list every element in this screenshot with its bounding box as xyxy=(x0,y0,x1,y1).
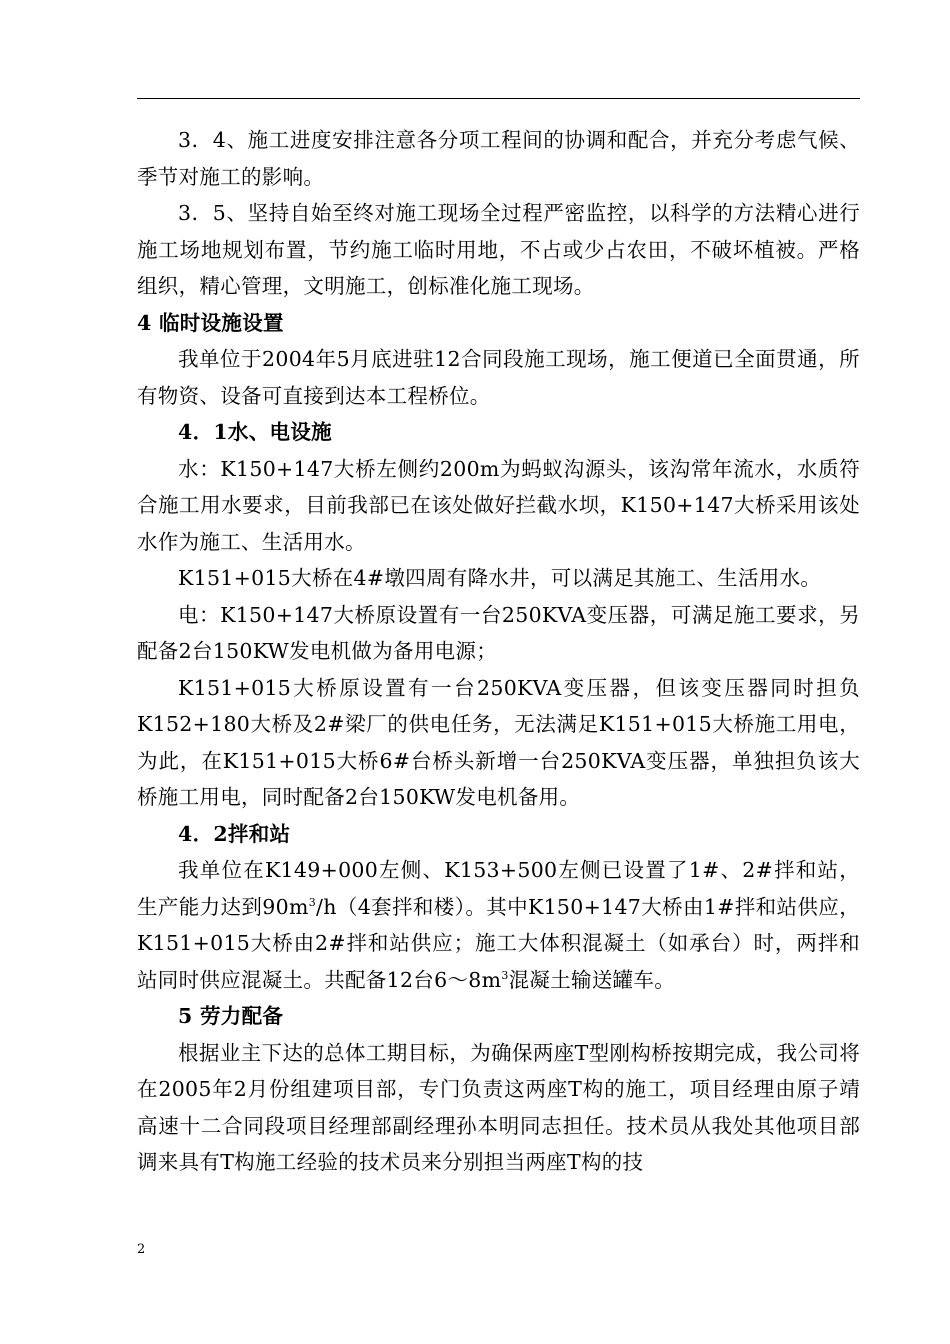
document-body xyxy=(137,122,860,1181)
header-rule xyxy=(137,98,860,99)
section-heading-5: 5 劳力配备 xyxy=(178,1004,284,1028)
paragraph-3-5: 3．5、坚持自始至终对施工现场全过程严密监控，以科学的方法精心进行施工场地规划布置，节约施工临时用地，不占或少占农田，不破坏植被。严格组织，精心管理，文明施工，创标准化施工现场。 xyxy=(137,201,860,298)
paragraph-mixing-station xyxy=(137,852,860,998)
cubic-superscript-1: 3 xyxy=(308,895,317,909)
cubic-superscript-2: 3 xyxy=(501,968,509,982)
paragraph-k151-water: K151+015大桥在4#墩四周有降水井，可以满足其施工、生活用水。 xyxy=(178,566,822,590)
mixing-text-1: 我单位在K149+000左侧、K153+500左侧已设置了1#、2#拌和站，生产能力达到90m xyxy=(137,858,860,919)
paragraph-electricity: 电：K150+147大桥原设置有一台250KVA变压器，可满足施工要求，另配备2台150KW发电机做为备用电源； xyxy=(137,602,860,663)
paragraph-labor: 根据业主下达的总体工期目标，为确保两座T型刚构桥按期完成，我公司将在2005年2月份组建项目部，专门负责这两座T构的施工，项目经理由原子靖高速十二合同段项目经理部副经理孙本明同志担任。技术员从我处其他项目部调来具有T构施工经验的技术员来分别担当两座T构的技 xyxy=(137,1040,860,1174)
mixing-text-2: /h（4套拌和楼）。其中K150+147大桥由1#拌和站供应，K151+015大桥由2#拌和站供应；施工大体积混凝土（如承台）时，两拌和站同时供应混凝土。共配备12台6～8m xyxy=(137,894,860,992)
mixing-text-3: 混凝土输送罐车。 xyxy=(508,967,676,992)
page-number: 2 xyxy=(137,1242,146,1257)
section-heading-4: 4 临时设施设置 xyxy=(137,310,284,335)
paragraph-water: 水：K150+147大桥左侧约200m为蚂蚁沟源头，该沟常年流水，水质符合施工用水要求，目前我部已在该处做好拦截水坝，K150+147大桥采用该处水作为施工、生活用水。 xyxy=(137,456,860,554)
paragraph-site-entry: 我单位于2004年5月底进驻12合同段施工现场，施工便道已全面贯通，所有物资、设备可直接到达本工程桥位。 xyxy=(137,347,860,408)
section-heading-4-1: 4．1水、电设施 xyxy=(178,420,332,444)
paragraph-3-4: 3．4、施工进度安排注意各分项工程间的协调和配合，并充分考虑气候、季节对施工的影响。 xyxy=(137,128,860,189)
paragraph-k151-electricity: K151+015大桥原设置有一台250KVA变压器，但该变压器同时担负K152+180大桥及2#梁厂的供电任务，无法满足K151+015大桥施工用电，为此，在K151+015大桥6#台桥头新增一台250KVA变压器，单独担负该大桥施工用电，同时配备2台150KW发电机备用。 xyxy=(137,675,860,809)
section-heading-4-2: 4．2拌和站 xyxy=(178,821,291,846)
